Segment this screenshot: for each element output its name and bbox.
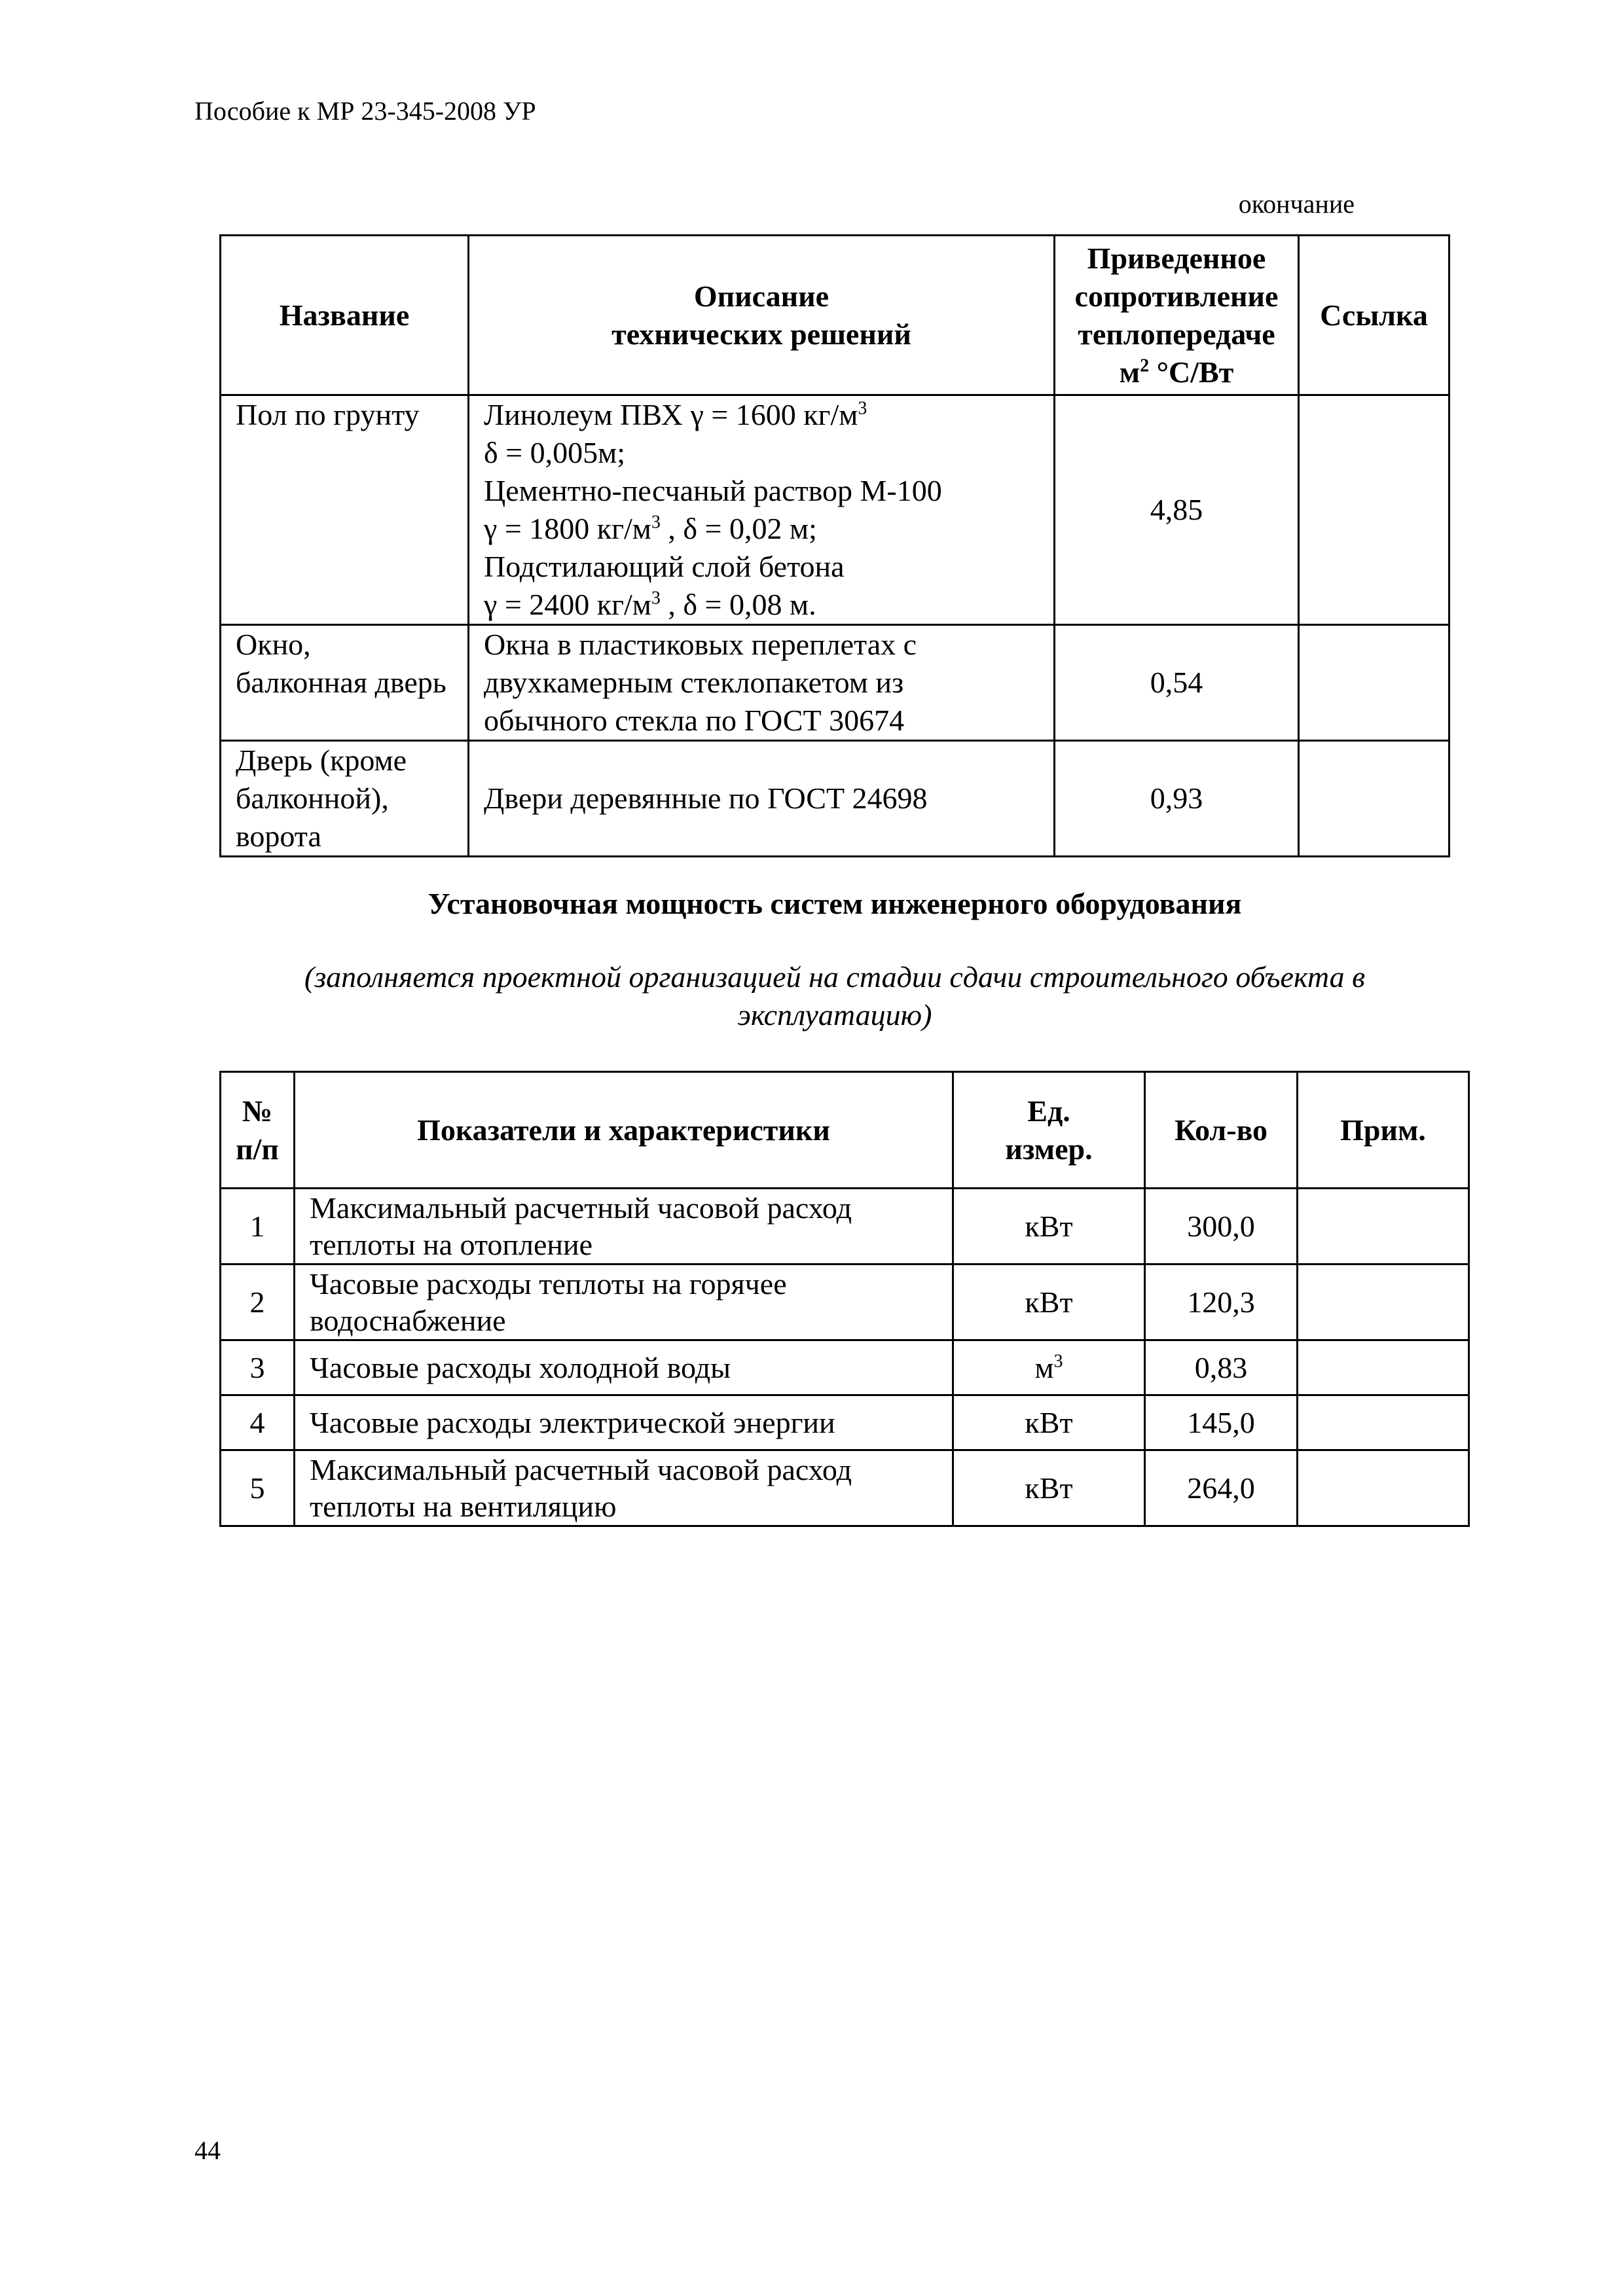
row-quantity: 264,0	[1145, 1450, 1298, 1526]
row-note	[1298, 1189, 1469, 1265]
row-name: Пол по грунту	[221, 395, 469, 625]
row-unit: кВт	[953, 1189, 1145, 1265]
section-title: Установочная мощность систем инженерного оборудования	[428, 887, 1242, 920]
table-row	[221, 1189, 1469, 1265]
row-note	[1298, 1395, 1469, 1450]
col-header-unit: Ед. измер.	[953, 1072, 1145, 1189]
col-header-reference: Ссылка	[1299, 236, 1450, 395]
col-header-indicator: Показатели и характеристики	[295, 1072, 953, 1189]
col-header-description: Описание технических решений	[469, 236, 1055, 395]
row-note	[1298, 1265, 1469, 1340]
row-indicator: Часовые расходы теплоты на горячее водоснабжение	[295, 1265, 953, 1340]
row-number: 5	[221, 1450, 295, 1526]
row-reference	[1299, 395, 1450, 625]
row-number: 1	[221, 1189, 295, 1265]
row-name: Окно, балконная дверь	[221, 625, 469, 741]
row-indicator: Часовые расходы электрической энергии	[295, 1395, 953, 1450]
row-description: Линолеум ПВХ γ = 1600 $кг/м^3$ δ = 0,005м; Цементно-песчаный раствор М-100 γ = 1800 $кг/м^3$ , δ = 0,02 м; Подстилающий слой бетона γ = 2400 $кг/м^3$ , δ = 0,08 м.	[469, 395, 1055, 625]
col-header-quantity: Кол-во	[1145, 1072, 1298, 1189]
row-number: 3	[221, 1340, 295, 1395]
row-name: Дверь (кроме балконной), ворота	[221, 741, 469, 857]
row-indicator: Часовые расходы холодной воды	[295, 1340, 953, 1395]
row-value: 0,93	[1055, 741, 1299, 857]
table-row	[221, 1450, 1469, 1526]
col-header-note: Прим.	[1298, 1072, 1469, 1189]
table-row	[221, 625, 1450, 741]
row-unit: кВт	[953, 1450, 1145, 1526]
page-number: 44	[194, 2136, 221, 2165]
col-header-resistance: Приведенное сопротивление теплопередаче $м^2$ °С/Вт	[1055, 236, 1299, 395]
row-indicator: Максимальный расчетный часовой расход теплоты на отопление	[295, 1189, 953, 1265]
thermal-resistance-table	[219, 234, 1450, 857]
table-header-row	[221, 1072, 1469, 1189]
row-note	[1298, 1450, 1469, 1526]
row-value: 0,54	[1055, 625, 1299, 741]
engineering-equipment-table	[219, 1071, 1470, 1527]
document-header: Пособие к МР 23-345-2008 УР	[194, 96, 536, 126]
row-number: 2	[221, 1265, 295, 1340]
table-row	[221, 741, 1450, 857]
table-row	[221, 395, 1450, 625]
row-note	[1298, 1340, 1469, 1395]
row-value: 4,85	[1055, 395, 1299, 625]
row-number: 4	[221, 1395, 295, 1450]
row-indicator: Максимальный расчетный часовой расход теплоты на вентиляцию	[295, 1450, 953, 1526]
table-header-row	[221, 236, 1450, 395]
row-quantity: 300,0	[1145, 1189, 1298, 1265]
col-header-name: Название	[221, 236, 469, 395]
section-note: (заполняется проектной организацией на стадии сдачи строительного объекта в эксплуатацию)	[304, 960, 1366, 1031]
table-row	[221, 1395, 1469, 1450]
row-description: Окна в пластиковых переплетах с двухкамерным стеклопакетом из обычного стекла по ГОСТ 30674	[469, 625, 1055, 741]
row-reference	[1299, 625, 1450, 741]
table-row	[221, 1265, 1469, 1340]
row-quantity: 120,3	[1145, 1265, 1298, 1340]
row-unit: кВт	[953, 1395, 1145, 1450]
row-quantity: 145,0	[1145, 1395, 1298, 1450]
row-reference	[1299, 741, 1450, 857]
row-description: Двери деревянные по ГОСТ 24698	[469, 741, 1055, 857]
row-unit: кВт	[953, 1265, 1145, 1340]
col-header-number: № п/п	[221, 1072, 295, 1189]
row-quantity: 0,83	[1145, 1340, 1298, 1395]
continuation-label: окончание	[1238, 189, 1355, 219]
table-row	[221, 1340, 1469, 1395]
row-unit: $м^3$	[953, 1340, 1145, 1395]
